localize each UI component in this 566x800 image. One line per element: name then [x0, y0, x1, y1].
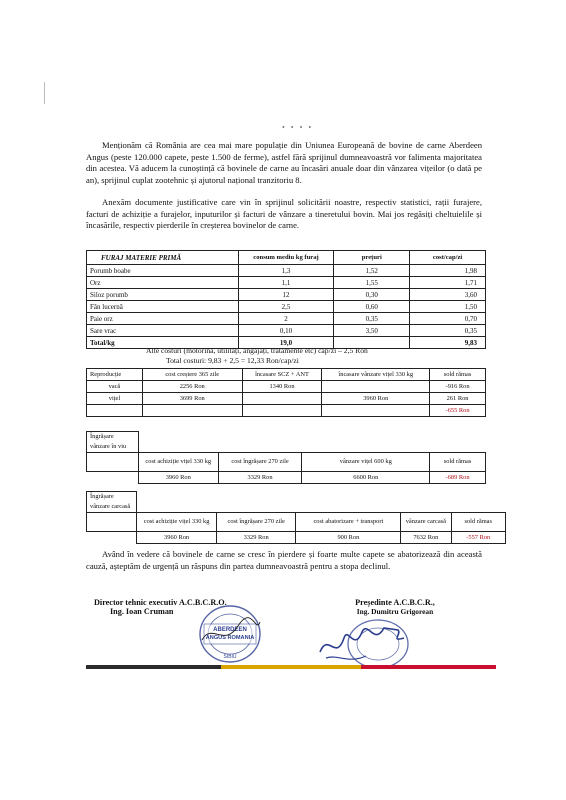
annex-paragraph: Anexăm documente justificative care vin în sprijinul solicitării noastre, respectiv statistici, rații furajere, facturi de achiziție a furajelor, inputurilor și facturi de vânzare a tineretului bovin. Mai jos regăsiți cheltuielile și încasările, respectiv pierderile în creșterea bovinelor de carne.	[86, 197, 482, 230]
feed-name: Orz	[87, 277, 239, 289]
table-row	[87, 301, 486, 313]
feed-price: 0,35	[334, 313, 410, 325]
row-balance: 261 Ron	[430, 393, 486, 405]
feed-consumption: 1,1	[238, 277, 334, 289]
row-cost: 3699 Ron	[142, 393, 242, 405]
feed-cost: 0,35	[410, 325, 486, 337]
table-row	[87, 393, 486, 405]
carcass-slaughter: 900 Ron	[296, 532, 401, 544]
live-header-fattening: cost îngrășare 270 zile	[218, 453, 302, 472]
carcass-header-fattening: cost îngrășare 270 zile	[216, 513, 296, 532]
row-scz	[242, 405, 322, 417]
feed-price: 0,60	[334, 301, 410, 313]
flag-stripe-black	[86, 665, 221, 669]
flag-stripe-red	[361, 665, 496, 669]
carcass-header-row	[87, 513, 506, 532]
reproduction-header-cost: cost creștere 365 zile	[142, 369, 242, 381]
flag-stripe-yellow	[221, 665, 360, 669]
row-balance-total: -655 Ron	[430, 405, 486, 417]
row-scz	[242, 393, 322, 405]
signature-left-name: Ing. Ioan Cruman	[110, 607, 174, 616]
live-sale-table	[86, 431, 486, 484]
carcass-sale-table	[86, 491, 506, 544]
table-row	[87, 313, 486, 325]
total-costs-line: Total costuri: 9,83 + 2,5 = 12,33 Ron/cap/zi	[166, 356, 299, 365]
feed-consumption: 19,0	[238, 337, 334, 349]
svg-text:ANGUS ROMANIA: ANGUS ROMANIA	[205, 635, 255, 641]
row-cost	[142, 405, 242, 417]
feed-table-header	[87, 251, 486, 265]
live-fattening: 3329 Ron	[218, 472, 302, 484]
live-title: Îngrășare vânzare în viu	[87, 432, 139, 453]
carcass-title: Îngrășare vânzare carcasă	[87, 492, 137, 513]
reproduction-header-scz: încasare SCZ + ANT	[242, 369, 322, 381]
feed-consumption: 12	[238, 289, 334, 301]
feed-price: 0,30	[334, 289, 410, 301]
feed-cost: 3,60	[410, 289, 486, 301]
aberdeen-angus-stamp	[198, 604, 262, 664]
carcass-purchase: 3960 Ron	[137, 532, 217, 544]
row-sale: 3960 Ron	[322, 393, 430, 405]
table-row	[87, 532, 506, 544]
feed-price: 1,52	[334, 265, 410, 277]
table-row	[87, 472, 486, 484]
feed-name: Paie orz	[87, 313, 239, 325]
row-scz: 1340 Ron	[242, 381, 322, 393]
signature-right-title: Președinte A.C.B.C.R.,	[355, 598, 435, 607]
feed-cost: 1,50	[410, 301, 486, 313]
page-dots-decoration: • • • •	[282, 123, 314, 132]
live-purchase: 3960 Ron	[138, 472, 218, 484]
feed-header-prices: prețuri	[334, 251, 410, 265]
reproduction-header-sale: încasare vânzare vițel 330 kg	[322, 369, 430, 381]
feed-header-cost: cost/cap/zi	[410, 251, 486, 265]
signature-right-name: Ing. Dumitru Grigorean	[356, 607, 434, 616]
feed-cost: 0,70	[410, 313, 486, 325]
reproduction-table	[86, 368, 486, 417]
feed-cost: 1,71	[410, 277, 486, 289]
signature-left-title: Director tehnic executiv A.C.B.C.R.O.	[94, 598, 227, 607]
feed-header-consumption: consum mediu kg furaj	[238, 251, 334, 265]
carcass-header-slaughter: cost abatorizare + transport	[296, 513, 401, 532]
svg-text:ABERDEEN: ABERDEEN	[213, 627, 247, 633]
carcass-header-balance: sold rămas	[451, 513, 506, 532]
president-stamp-signature	[318, 612, 414, 670]
live-sale: 6600 Ron	[302, 472, 430, 484]
table-row	[87, 381, 486, 393]
closing-paragraph: Având în vedere că bovinele de carne se cresc în pierdere și foarte multe capete se abatorizează din această cauză, așteptăm de urgență un răspuns din partea dumneavoastră pentru a stopa declinul.	[86, 549, 482, 571]
carcass-sale: 7632 Ron	[401, 532, 451, 544]
row-sale	[322, 405, 430, 417]
row-label: vițel	[87, 393, 143, 405]
row-label	[87, 405, 143, 417]
table-row	[87, 265, 486, 277]
intro-paragraph: Menționăm că România are cea mai mare populație din Uniunea Europeană de bovine de carne Aberdeen Angus (peste 120.000 capete, peste 1.500 de ferme), astfel fără sprijinul dumneavoastră vor falimenta majoritatea din acestea. Vă aducem la cunoștință că bovinele de carne au încasări anuale doar din vânzarea vițeilor (o dată pe an), sprijinul cuplat zootehnic și ajutorul național tranzitoriu 8.	[86, 140, 482, 185]
live-header-sale: vânzare vițel 600 kg	[302, 453, 430, 472]
reproduction-header-balance: sold rămas	[430, 369, 486, 381]
feed-consumption: 2	[238, 313, 334, 325]
table-row	[87, 405, 486, 417]
feed-name: Siloz porumb	[87, 289, 239, 301]
feed-cost: 9,83	[410, 337, 486, 349]
svg-text:SIBIU: SIBIU	[223, 654, 237, 660]
feed-name: Total/kg	[87, 337, 239, 349]
feed-name: Fân lucernă	[87, 301, 239, 313]
feed-cost: 1,98	[410, 265, 486, 277]
feed-header-material: FURAJ MATERIE PRIMĂ	[87, 251, 239, 265]
table-row	[87, 289, 486, 301]
live-header-purchase: cost achiziție vițel 330 kg	[138, 453, 218, 472]
live-title-row	[87, 432, 486, 453]
live-balance: -689 Ron	[430, 472, 486, 484]
feed-consumption: 1,3	[238, 265, 334, 277]
row-balance: -916 Ron	[430, 381, 486, 393]
table-row	[87, 325, 486, 337]
margin-mark	[44, 82, 45, 104]
feed-consumption: 2,5	[238, 301, 334, 313]
feed-consumption: 0,10	[238, 325, 334, 337]
feed-table	[86, 250, 486, 349]
row-label: vacă	[87, 381, 143, 393]
carcass-fattening: 3329 Ron	[216, 532, 296, 544]
live-header-row	[87, 453, 486, 472]
reproduction-header	[87, 369, 486, 381]
carcass-title-row	[87, 492, 506, 513]
feed-name: Sare vrac	[87, 325, 239, 337]
row-cost: 2256 Ron	[142, 381, 242, 393]
feed-name: Porumb boabe	[87, 265, 239, 277]
reproduction-title: Reproducție	[87, 369, 143, 381]
table-row	[87, 277, 486, 289]
carcass-header-purchase: cost achiziție vițel 330 kg	[137, 513, 217, 532]
other-costs-line: Alte costuri (motorină, utilități, angajați, tratamente etc) cap/zi – 2,5 Ron	[146, 346, 368, 355]
row-sale	[322, 381, 430, 393]
carcass-header-sale: vânzare carcasă	[401, 513, 451, 532]
live-header-balance: sold rămas	[430, 453, 486, 472]
carcass-balance: -557 Ron	[451, 532, 506, 544]
feed-price: 3,50	[334, 325, 410, 337]
flag-stripe	[86, 665, 496, 669]
feed-price: 1,55	[334, 277, 410, 289]
